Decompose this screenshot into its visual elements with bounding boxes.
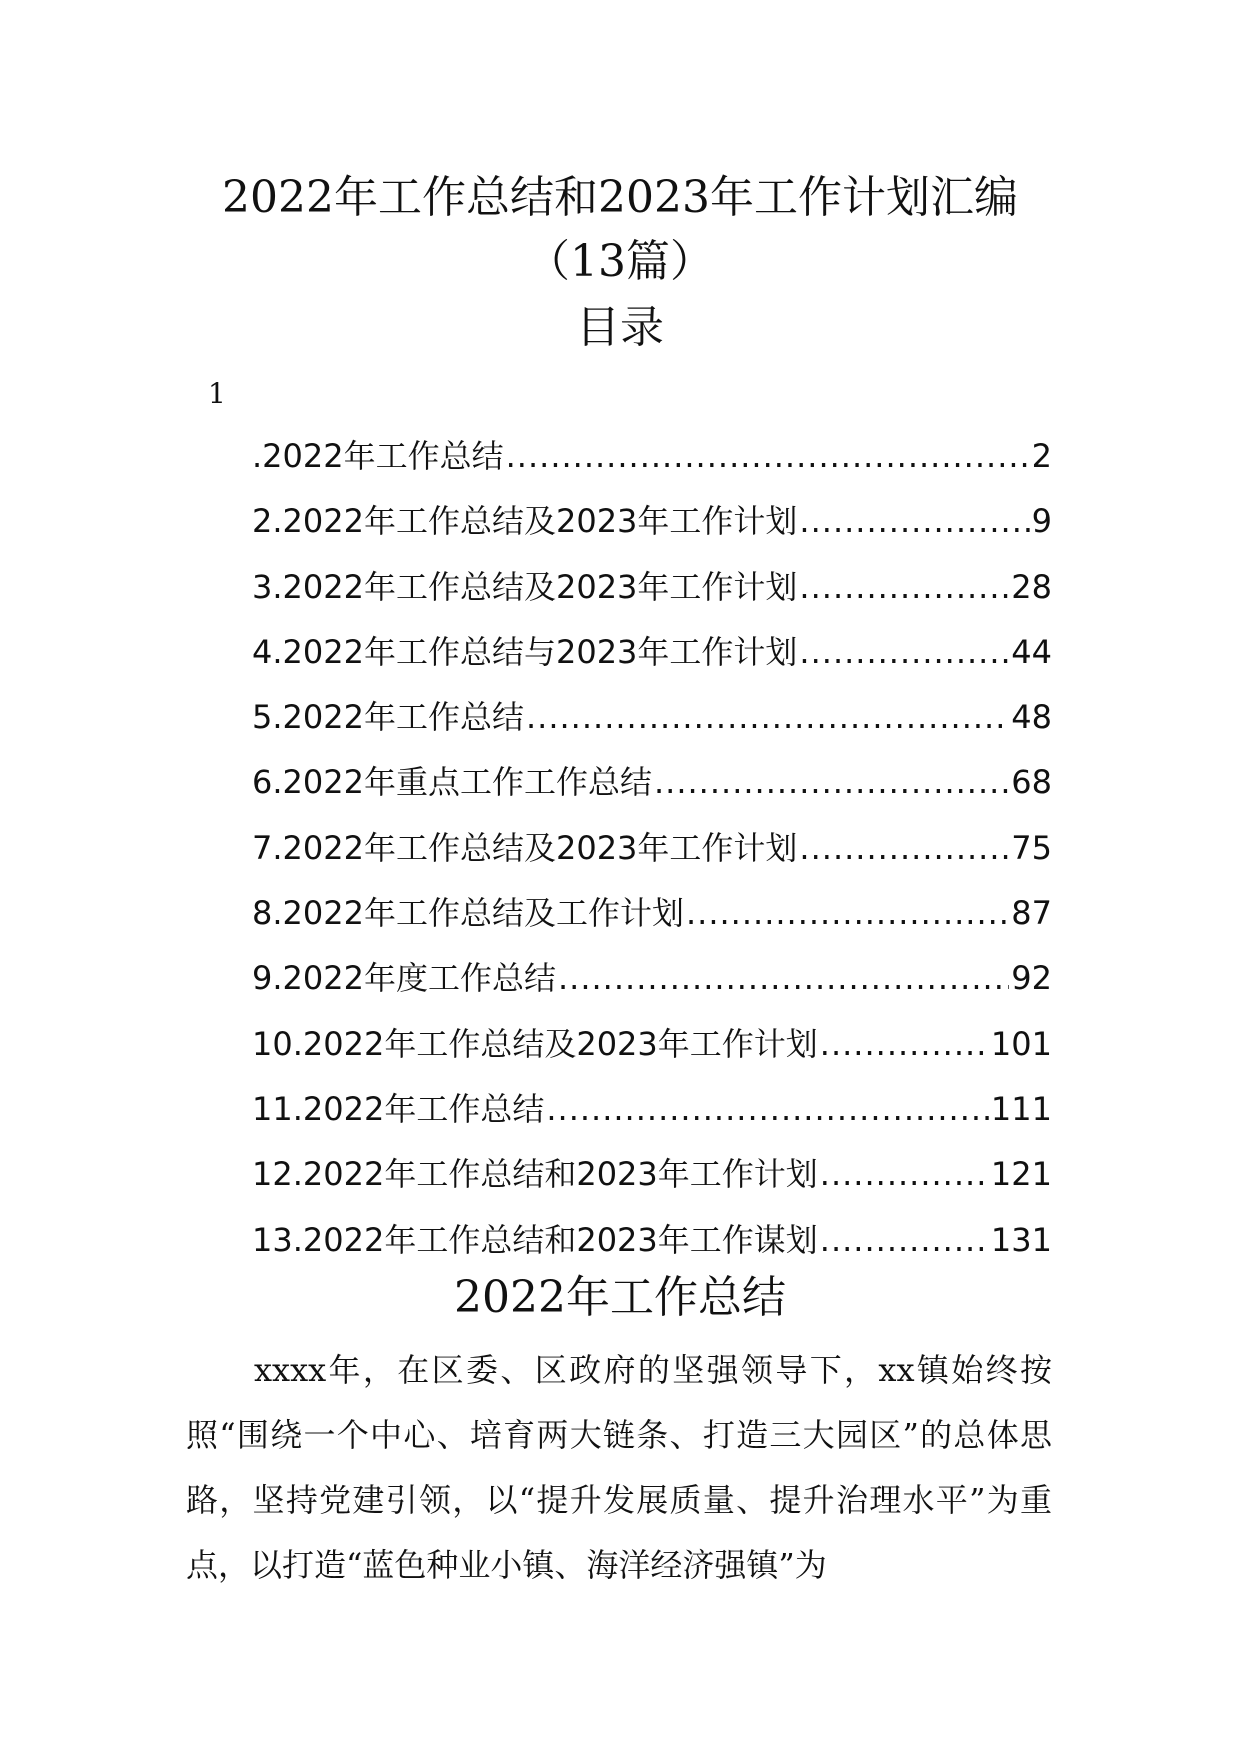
- toc-entry[interactable]: [252, 952, 1052, 1017]
- toc-entry[interactable]: [252, 822, 1052, 887]
- toc-dot-leader: [506, 430, 1030, 482]
- toc-entry-title: 7.2022年工作总结及2023年工作计划: [252, 828, 798, 867]
- toc-entry-title: 11.2022年工作总结: [252, 1089, 545, 1128]
- toc-page-number: 44: [1011, 632, 1052, 671]
- toc-entry[interactable]: [252, 691, 1052, 756]
- toc-dot-leader: [526, 691, 1009, 743]
- toc-entry-title: .2022年工作总结: [252, 437, 504, 475]
- toc-dot-leader: [799, 561, 1009, 613]
- toc-page-number: 9: [1031, 502, 1052, 541]
- toc-entry-title: 4.2022年工作总结与2023年工作计划: [252, 632, 798, 671]
- toc-entry[interactable]: [252, 1148, 1052, 1213]
- toc-page-number: 101: [990, 1024, 1052, 1063]
- toc-entry[interactable]: [252, 561, 1052, 626]
- body-paragraph: xxxx年，在区委、区政府的坚强领导下，xx镇始终按照“围绕一个中心、培育两大链条、打造三大园区”的总体思路，坚持党建引领，以“提升发展质量、提升治理水平”为重点，以打造“蓝色种业小镇、海洋经济强镇”为: [186, 1351, 1052, 1584]
- toc-entry-title: 2.2022年工作总结及2023年工作计划: [252, 502, 798, 541]
- toc-dot-leader: [799, 822, 1009, 874]
- toc-entry-title: 12.2022年工作总结和2023年工作计划: [252, 1155, 818, 1194]
- toc-dot-leader: [654, 756, 1009, 808]
- toc-dot-leader: [820, 1148, 989, 1200]
- toc-entry[interactable]: [252, 495, 1052, 560]
- toc-dot-leader: [686, 887, 1009, 939]
- toc-page-number: 111: [990, 1089, 1052, 1128]
- toc-dot-leader: [799, 626, 1009, 678]
- toc-page-number: 48: [1011, 698, 1052, 737]
- toc-entry[interactable]: [252, 887, 1052, 952]
- toc-page-number: 28: [1011, 567, 1052, 606]
- toc-entry-title: 6.2022年重点工作工作总结: [252, 763, 652, 802]
- toc-entry-title: 5.2022年工作总结: [252, 698, 524, 737]
- document-title: 2022年工作总结和2023年工作计划汇编: [222, 172, 1018, 223]
- toc-page-number: 75: [1011, 828, 1052, 867]
- toc-page-number: 92: [1011, 959, 1052, 998]
- toc-entry[interactable]: [252, 756, 1052, 821]
- toc-page-number: 68: [1011, 763, 1052, 802]
- toc-dot-leader: [546, 1083, 989, 1135]
- toc-entry[interactable]: [252, 1083, 1052, 1148]
- toc-entry-title: 8.2022年工作总结及工作计划: [252, 894, 684, 933]
- toc-dot-leader: [558, 952, 1009, 1004]
- toc-entry-title: 10.2022年工作总结及2023年工作计划: [252, 1024, 818, 1063]
- toc-page-number: 121: [990, 1155, 1052, 1194]
- toc-page-number: 2: [1031, 437, 1052, 475]
- toc-entry[interactable]: [252, 626, 1052, 691]
- table-of-contents: [252, 430, 1052, 1279]
- document-subtitle-count: （13篇）: [526, 236, 714, 287]
- toc-page-number: 87: [1011, 894, 1052, 933]
- toc-entry-title: 3.2022年工作总结及2023年工作计划: [252, 567, 798, 606]
- section-heading: 2022年工作总结: [454, 1272, 786, 1323]
- toc-heading: 目录: [576, 302, 664, 353]
- toc-dot-leader: [799, 495, 1029, 547]
- toc-page-number: 131: [990, 1220, 1052, 1259]
- toc-entry[interactable]: [252, 1018, 1052, 1083]
- toc-dot-leader: [820, 1214, 989, 1266]
- toc-dot-leader: [820, 1018, 989, 1070]
- toc-entry-title: 9.2022年度工作总结: [252, 959, 556, 998]
- toc-entry-title: 13.2022年工作总结和2023年工作谋划: [252, 1220, 818, 1259]
- list-marker-number: 1: [208, 377, 226, 410]
- toc-entry[interactable]: [252, 430, 1052, 495]
